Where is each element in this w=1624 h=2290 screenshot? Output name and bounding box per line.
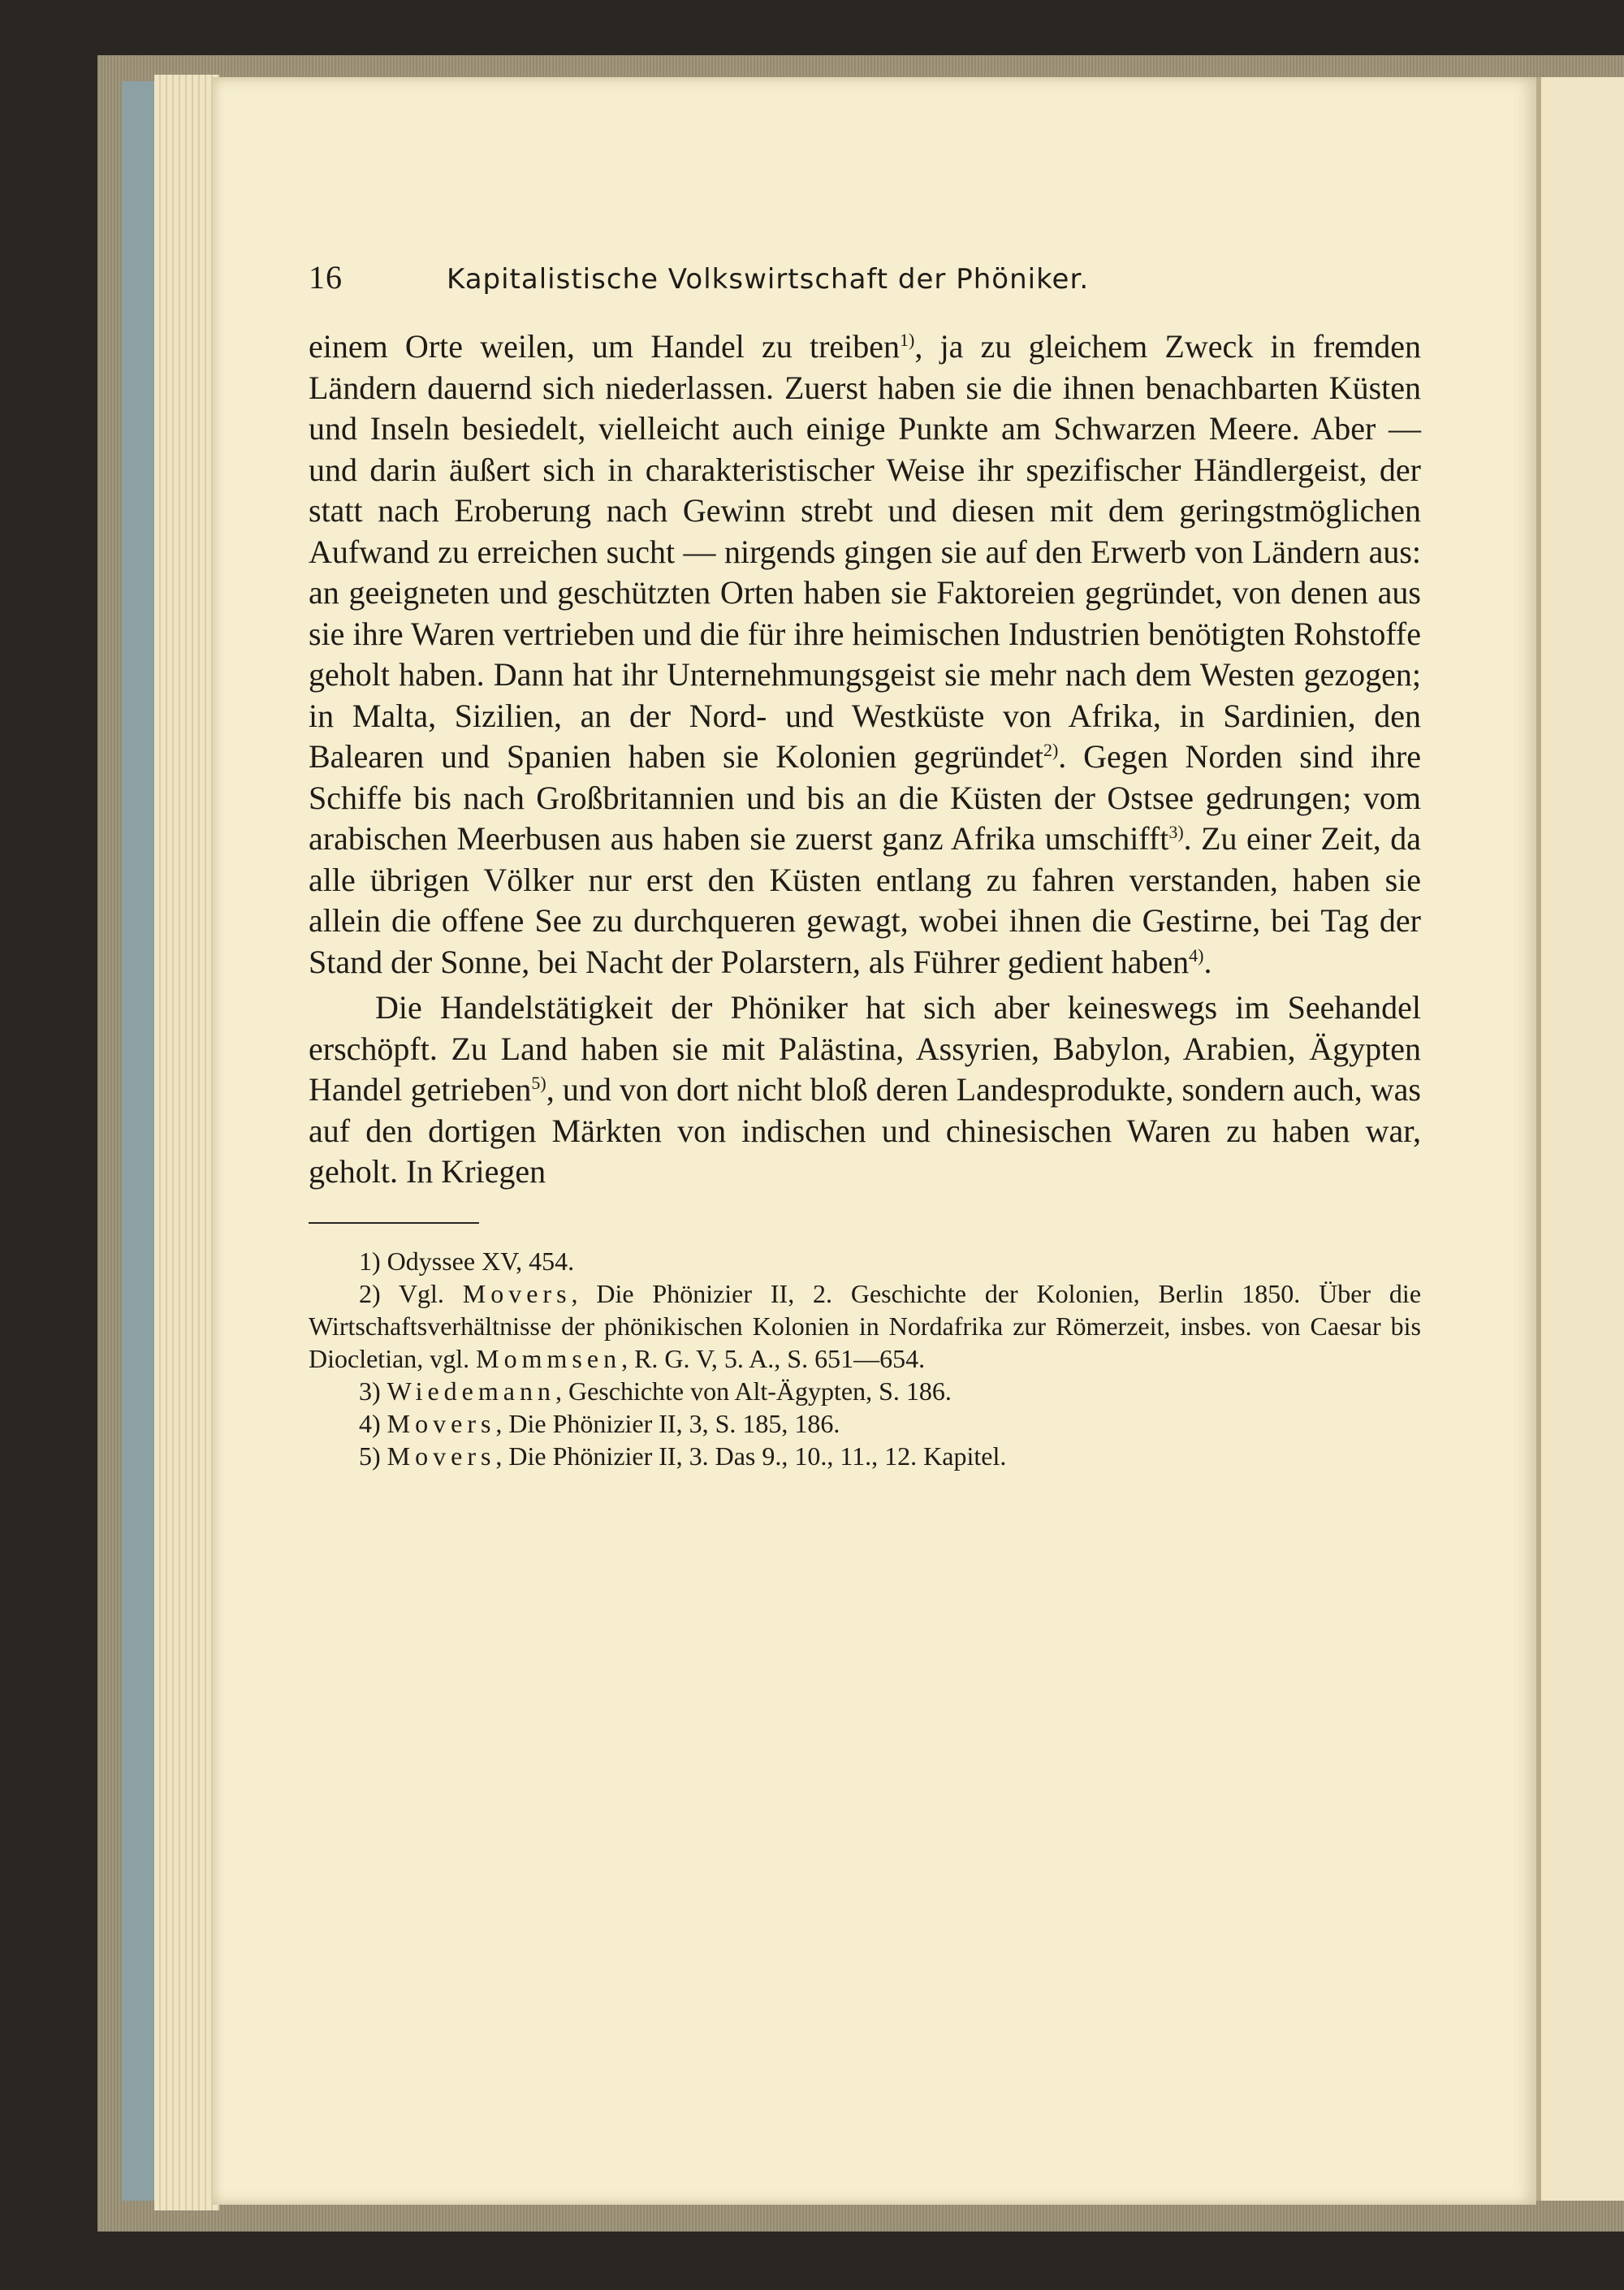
footnote-author: Mommsen: [476, 1343, 622, 1373]
footnote-ref: 4): [1189, 944, 1204, 966]
footnote-number: 2): [359, 1278, 381, 1308]
footnote-ref: 5): [531, 1073, 546, 1093]
footnote-text: , Geschichte von Alt-Ägypten, S. 186.: [555, 1376, 952, 1406]
text-span: einem Orte weilen, um Handel zu treiben: [309, 328, 901, 365]
footnote-2: [309, 1277, 1421, 1375]
text-span: Die Handelstätigkeit der Phöniker hat sich aber keineswegs im Seehandel erschöpft. Zu Land haben sie mit Palästina, Assyrien, Babylon, Arabien, Ägypten Handel getrieben: [309, 989, 1421, 1108]
footnote-5: [309, 1440, 1421, 1472]
footnote-ref: 1): [900, 330, 915, 350]
footnote-text: Vgl.: [398, 1278, 444, 1308]
footnote-ref: 2): [1043, 740, 1059, 760]
running-header: [309, 258, 1421, 307]
footnote-text: , Die Phönizier II, 3. Das 9., 10., 11., 12. Kapitel.: [495, 1441, 1007, 1471]
body-paragraph-2: [309, 987, 1421, 1193]
footnote-number: 4): [359, 1408, 381, 1438]
footnote-text: Odyssee XV, 454.: [387, 1246, 575, 1276]
footnote-author: Movers: [387, 1441, 496, 1471]
page-edge-right: [1536, 77, 1624, 2201]
running-title: Kapitalistische Volkswirtschaft der Phöniker.: [447, 263, 1090, 296]
footnote-text: , Die Phönizier II, 2. Geschichte der Kolonien, Berlin 1850. Über die Wirtschaftsverhältnisse der phönikischen Kolonien in Nordafrika zur Römerzeit, insbes. von Caesar bis Diocletian, vgl.: [309, 1278, 1422, 1373]
text-span: . Zu einer Zeit, da alle übrigen Völker nur erst den Küsten entlang zu fahren verstanden, haben sie allein die offene See zu durchqueren gewagt, wobei ihnen die Gestirne, bei Tag der Stand der Sonne, bei Nacht der Polarstern, als Führer gedient haben: [309, 820, 1421, 980]
footnotes: [309, 1245, 1421, 1472]
page-content: [309, 258, 1421, 1472]
footnote-number: 3): [359, 1376, 381, 1406]
page-edges-left: [154, 75, 219, 2210]
page-number: 16: [309, 259, 343, 296]
footnote-text: , R. G. V, 5. A., S. 651—654.: [621, 1343, 926, 1373]
footnote-4: [309, 1407, 1421, 1440]
footnote-number: 5): [359, 1441, 381, 1471]
text-span: . Gegen Norden sind ihre Schiffe bis nach Großbritannien und bis an die Küsten der Ostsee gedrungen; vom arabischen Meerbusen aus haben sie zuerst ganz Afrika umschifft: [309, 738, 1421, 857]
text-span: .: [1203, 943, 1212, 980]
footnote-text: , Die Phönizier II, 3, S. 185, 186.: [495, 1408, 840, 1438]
text-span: , ja zu gleichem Zweck in fremden Ländern dauernd sich niederlassen. Zuerst haben sie die ihnen benachbarten Küsten und Inseln besiedelt, vielleicht auch einige Punkte am Schwarzen Meere. Aber — und darin äußert sich in charakteristischer Weise ihr spezifischer Händlergeist, der statt nach Eroberung nach Gewinn strebt und diesen mit dem geringstmöglichen Aufwand zu erreichen sucht — nirgends gingen sie auf den Erwerb von Ländern aus: an geeigneten und geschützten Orten haben sie Faktoreien gegründet, von denen aus sie ihre Waren vertrieben und die für ihre heimischen Industrien benötigten Rohstoffe geholt haben. Dann hat ihr Unternehmungsgeist sie mehr nach dem Westen gezogen; in Malta, Sizilien, an der Nord- und Westküste von Afrika, in Sardinien, den Balearen und Spanien haben sie Kolonien gegründet: [309, 328, 1421, 775]
footnote-author: Movers: [387, 1408, 496, 1438]
body-paragraph-1: [309, 326, 1421, 983]
footnote-1: [309, 1245, 1421, 1277]
text-span: , und von dort nicht bloß deren Landesprodukte, sondern auch, was auf den dortigen Märkten von indischen und chinesischen Waren zu haben war, geholt. In Kriegen: [309, 1071, 1421, 1190]
footnote-author: Movers: [462, 1278, 572, 1308]
footnote-3: [309, 1375, 1421, 1407]
footnote-divider: [309, 1222, 479, 1224]
book-spine-strip: [122, 81, 154, 2201]
footnote-author: Wiedemann: [387, 1376, 555, 1406]
footnote-ref: 3): [1168, 822, 1184, 842]
footnote-number: 1): [359, 1246, 381, 1276]
